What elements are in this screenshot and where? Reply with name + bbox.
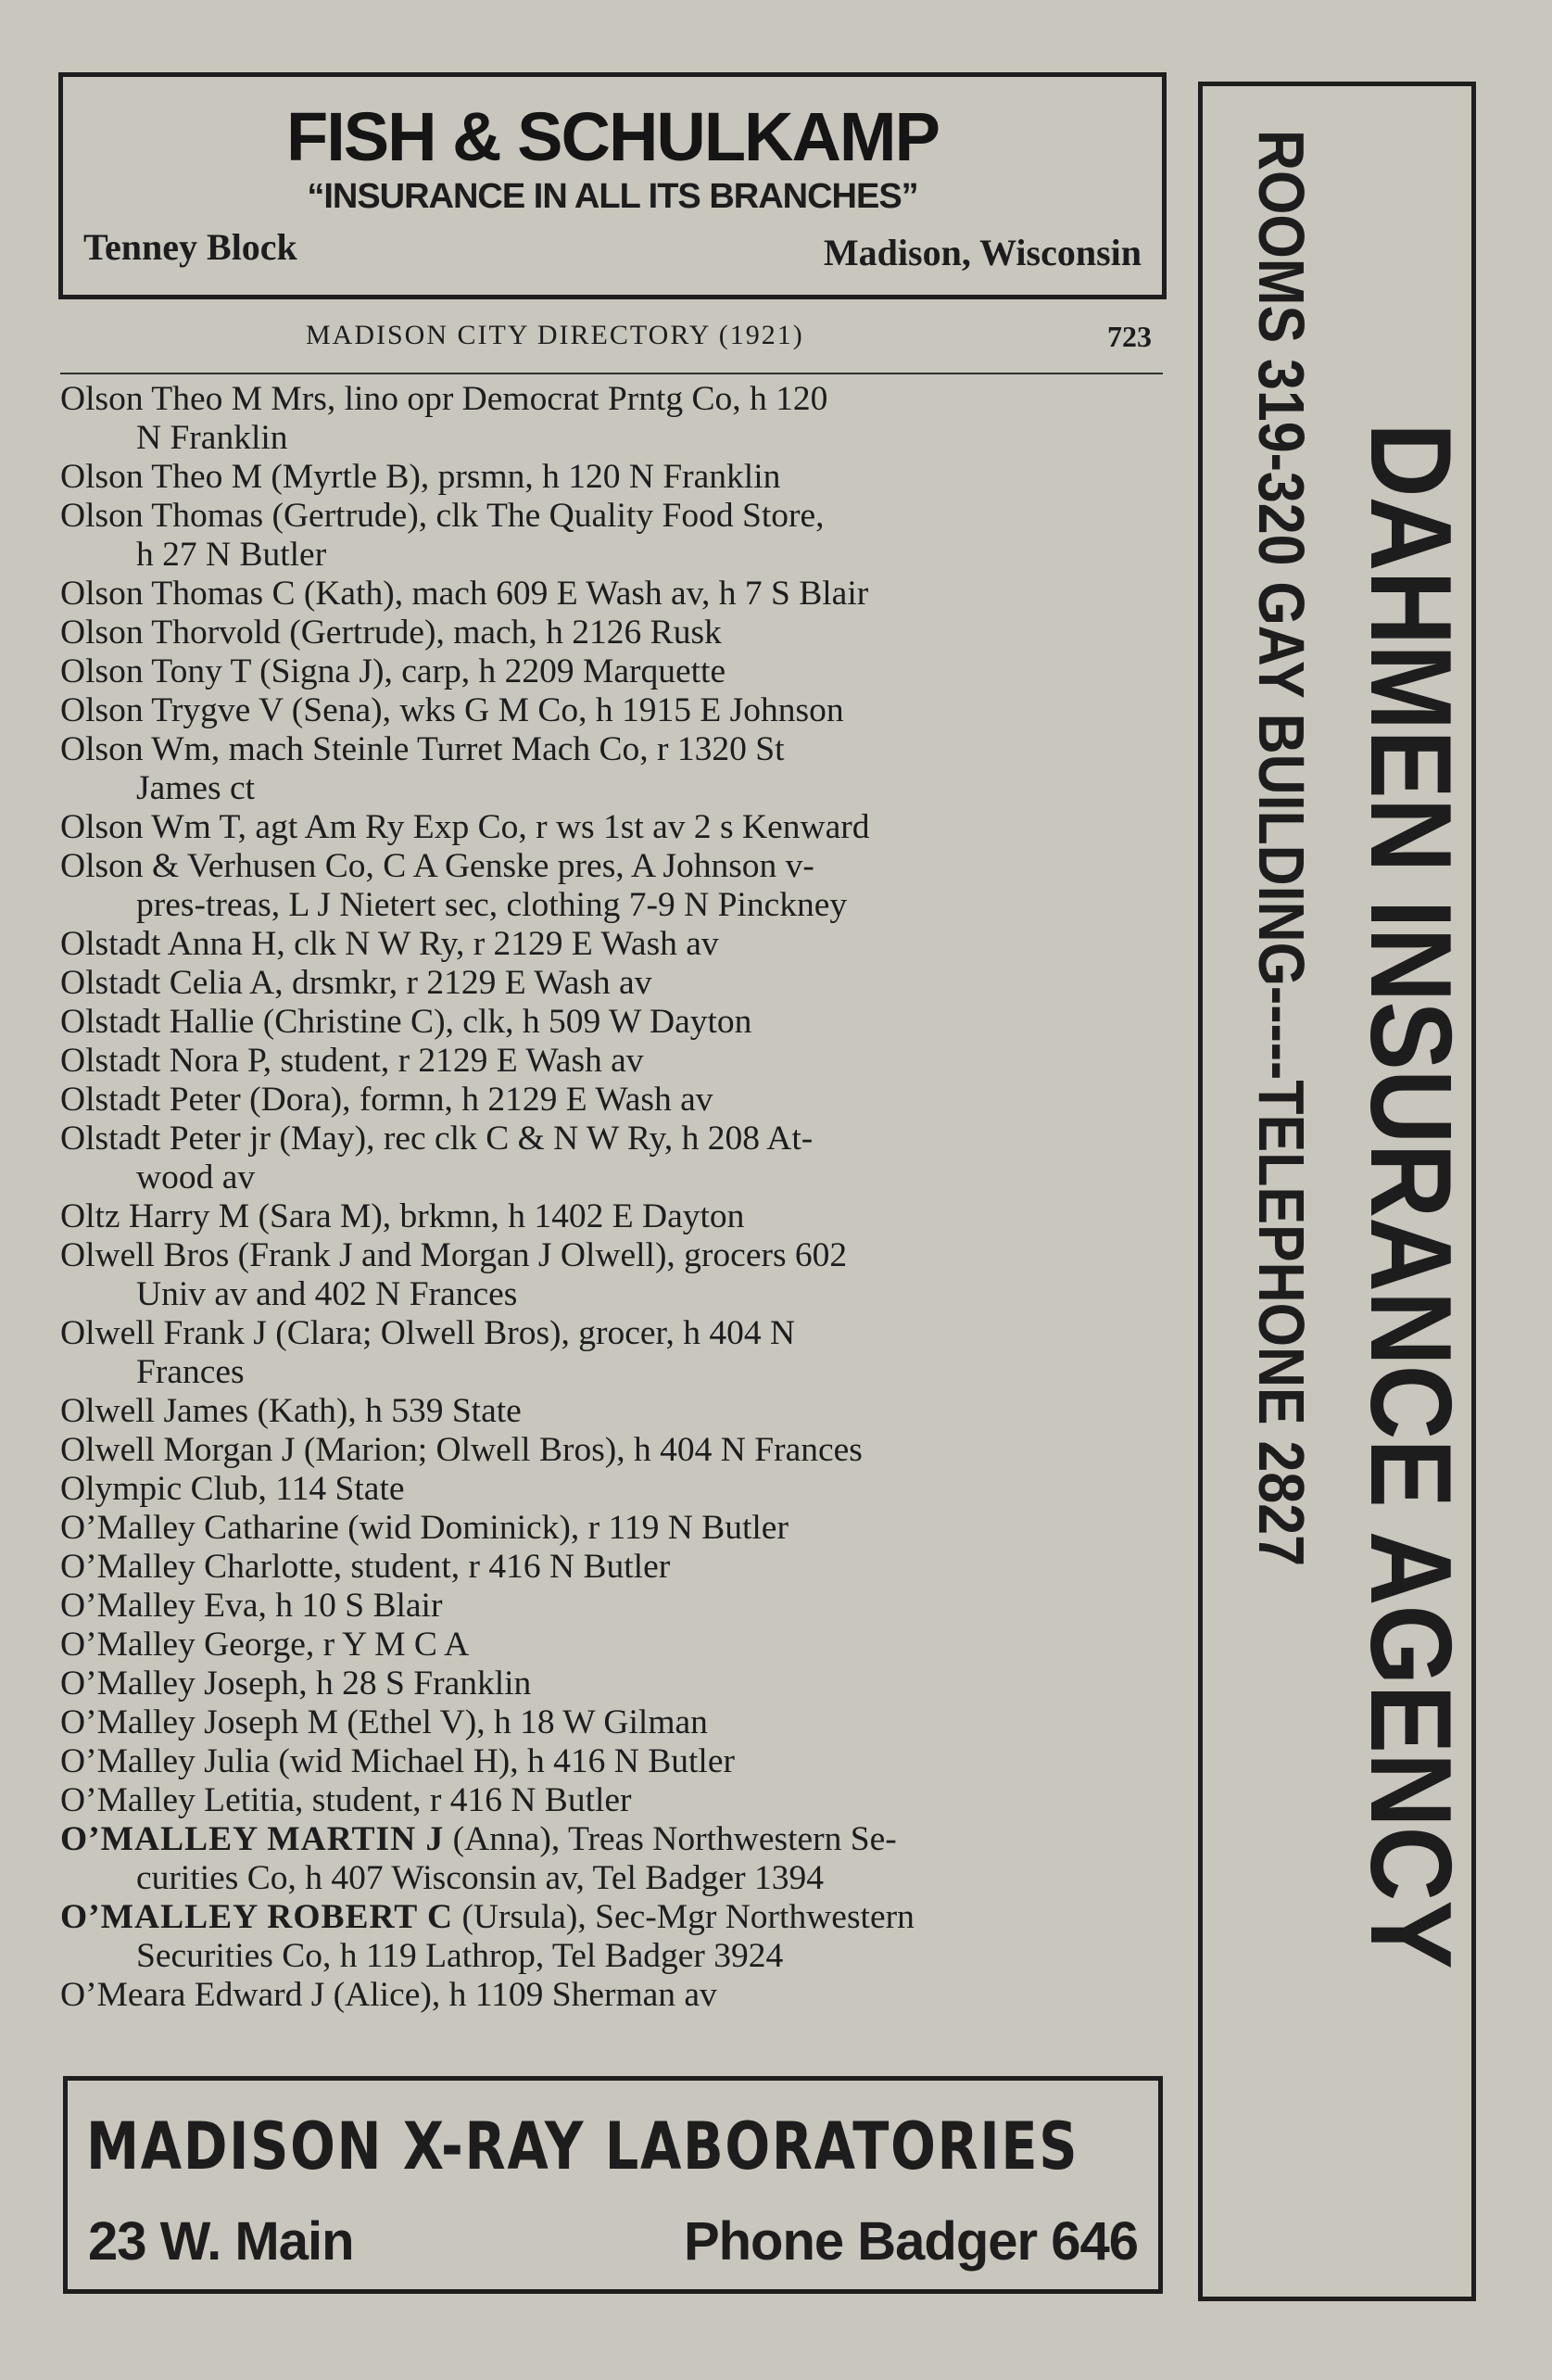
entry-text: O’Malley Catharine (wid Dominick), r 119 N Butler	[60, 1509, 789, 1547]
entry-line	[60, 925, 1166, 964]
directory-entry	[60, 1120, 1166, 1197]
entry-text: Olwell Frank J (Clara; Olwell Bros), grocer, h 404 N	[60, 1314, 796, 1352]
directory-entry	[60, 380, 1166, 458]
directory-entry	[60, 925, 1166, 964]
entry-text: Olwell James (Kath), h 539 State	[60, 1392, 522, 1430]
entry-text: Olstadt Peter (Dora), formn, h 2129 E Wash av	[60, 1081, 713, 1119]
entry-continuation: Univ av and 402 N Frances	[136, 1275, 518, 1313]
bottom-ad-phone: Phone Badger 646	[683, 2211, 1138, 2272]
directory-entry	[60, 1042, 1166, 1081]
entry-line	[60, 808, 1166, 847]
entry-line	[60, 1781, 1166, 1820]
bottom-advertisement	[63, 2076, 1163, 2294]
directory-entry	[60, 730, 1166, 808]
directory-entry	[60, 1392, 1166, 1431]
entry-text: Olstadt Celia A, drsmkr, r 2129 E Wash av	[60, 964, 652, 1002]
entry-line	[60, 847, 1166, 886]
top-ad-tagline: “INSURANCE IN ALL ITS BRANCHES”	[307, 177, 918, 216]
entry-line	[60, 1548, 1166, 1587]
directory-entry	[60, 1587, 1166, 1626]
entry-text: Olson Thomas C (Kath), mach 609 E Wash av, h 7 S Blair	[60, 575, 869, 613]
directory-entry	[60, 1976, 1166, 2015]
entry-text: Olson Wm T, agt Am Ry Exp Co, r ws 1st av 2 s Kenward	[60, 808, 870, 846]
directory-entry	[60, 691, 1166, 730]
directory-entry	[60, 1548, 1166, 1587]
directory-entry	[60, 497, 1166, 575]
side-ad-rotated-text	[1207, 111, 1476, 2280]
entry-line	[60, 1820, 1166, 1859]
entry-text: O’Malley Charlotte, student, r 416 N Butler	[60, 1548, 671, 1586]
entry-line	[60, 497, 1166, 536]
entry-line	[60, 575, 1166, 614]
entry-line	[60, 1898, 1166, 1937]
entry-text: Olson & Verhusen Co, C A Genske pres, A Johnson v-	[60, 847, 814, 885]
entry-line	[60, 1587, 1166, 1626]
directory-entry	[60, 458, 1166, 497]
entry-line	[60, 1120, 1166, 1158]
directory-entry	[60, 1314, 1166, 1392]
entry-text: (Anna), Treas Northwestern Se-	[444, 1820, 897, 1858]
entry-text: Olson Wm, mach Steinle Turret Mach Co, r 1320 St	[60, 730, 785, 768]
directory-entry	[60, 1820, 1166, 1898]
entry-text: Olson Tony T (Signa J), carp, h 2209 Marquette	[60, 652, 726, 690]
entry-line	[60, 614, 1166, 652]
directory-entry	[60, 1665, 1166, 1703]
entry-line	[60, 1665, 1166, 1703]
directory-entry	[60, 808, 1166, 847]
side-advertisement	[1198, 82, 1476, 2301]
entry-line	[60, 1626, 1166, 1665]
top-ad-location: Tenney Block	[83, 226, 297, 268]
entry-line	[60, 1003, 1166, 1042]
directory-entry	[60, 1898, 1166, 1976]
entry-text: Olson Theo M (Myrtle B), prsmn, h 120 N Franklin	[60, 458, 781, 496]
entry-line	[60, 964, 1166, 1003]
header-rule	[60, 373, 1163, 374]
directory-entry	[60, 1470, 1166, 1509]
directory-entries	[60, 380, 1166, 2015]
entry-text: O’Malley Julia (wid Michael H), h 416 N Butler	[60, 1742, 735, 1780]
entry-line	[60, 730, 1166, 769]
entry-text: Olson Thorvold (Gertrude), mach, h 2126 Rusk	[60, 614, 722, 652]
entry-line	[60, 458, 1166, 497]
entry-line	[60, 1081, 1166, 1120]
entry-continuation: wood av	[136, 1158, 256, 1196]
entry-continuation: Frances	[136, 1353, 245, 1391]
entry-text: (Ursula), Sec-Mgr Northwestern	[453, 1898, 915, 1936]
entry-line	[60, 1236, 1166, 1275]
entry-line	[60, 1042, 1166, 1081]
entry-name: O’MALLEY ROBERT C	[60, 1898, 454, 1936]
entry-text: Oltz Harry M (Sara M), brkmn, h 1402 E Dayton	[60, 1197, 745, 1235]
entry-text: Olstadt Hallie (Christine C), clk, h 509 W Dayton	[60, 1003, 752, 1041]
entry-line	[60, 1470, 1166, 1509]
entry-text: O’Malley Eva, h 10 S Blair	[60, 1587, 443, 1625]
entry-continuation: h 27 N Butler	[136, 536, 327, 574]
entry-text: O’Malley Joseph M (Ethel V), h 18 W Gilman	[60, 1703, 708, 1741]
entry-text: Olson Trygve V (Sena), wks G M Co, h 1915 E Johnson	[60, 691, 844, 729]
entry-text: O’Meara Edward J (Alice), h 1109 Sherman av	[60, 1976, 717, 2014]
directory-entry	[60, 1781, 1166, 1820]
side-ad-details: ROOMS 319-320 GAY BUILDING-----TELEPHONE 2827	[1245, 130, 1318, 1566]
entry-text: Olwell Bros (Frank J and Morgan J Olwell), grocers 602	[60, 1236, 848, 1274]
bottom-ad-company-name: MADISON X-RAY LABORATORIES	[86, 2108, 1079, 2184]
entry-line	[60, 380, 1166, 419]
directory-entry	[60, 1003, 1166, 1042]
entry-continuation: pres-treas, L J Nietert sec, clothing 7-9 N Pinckney	[136, 886, 848, 924]
entry-line	[60, 1197, 1166, 1236]
side-ad-company-name: DAHMEN INSURANCE AGENCY	[1346, 423, 1474, 1969]
entry-text: Olson Thomas (Gertrude), clk The Quality Food Store,	[60, 497, 825, 535]
directory-entry	[60, 1431, 1166, 1470]
entry-text: Olympic Club, 114 State	[60, 1470, 405, 1508]
entry-text: Olstadt Nora P, student, r 2129 E Wash av	[60, 1042, 644, 1080]
page-number: 723	[1107, 320, 1152, 353]
entry-line	[60, 1431, 1166, 1470]
directory-entry	[60, 847, 1166, 925]
directory-entry	[60, 1197, 1166, 1236]
entry-line	[60, 1742, 1166, 1781]
entry-line	[60, 652, 1166, 691]
directory-entry	[60, 1081, 1166, 1120]
running-head: MADISON CITY DIRECTORY (1921)	[306, 320, 804, 350]
entry-line	[60, 1392, 1166, 1431]
top-ad-company-name: FISH & SCHULKAMP	[286, 98, 939, 175]
entry-line	[60, 1976, 1166, 2015]
top-advertisement	[58, 72, 1167, 299]
entry-text: Olstadt Anna H, clk N W Ry, r 2129 E Wash av	[60, 925, 719, 963]
entry-text: Olson Theo M Mrs, lino opr Democrat Prntg Co, h 120	[60, 380, 828, 418]
entry-continuation: curities Co, h 407 Wisconsin av, Tel Badger 1394	[136, 1859, 824, 1897]
entry-text: O’Malley George, r Y M C A	[60, 1626, 470, 1664]
bottom-ad-address: 23 W. Main	[88, 2211, 354, 2272]
entry-text: O’Malley Joseph, h 28 S Franklin	[60, 1665, 532, 1703]
directory-entry	[60, 1626, 1166, 1665]
directory-entry	[60, 575, 1166, 614]
entry-continuation: Securities Co, h 119 Lathrop, Tel Badger 3924	[136, 1937, 784, 1975]
top-ad-city: Madison, Wisconsin	[823, 232, 1142, 273]
entry-text: O’Malley Letitia, student, r 416 N Butler	[60, 1781, 632, 1819]
directory-entry	[60, 1236, 1166, 1314]
entry-line	[60, 1703, 1166, 1742]
entry-continuation: James ct	[136, 769, 256, 807]
directory-entry	[60, 964, 1166, 1003]
directory-entry	[60, 1742, 1166, 1781]
directory-entry	[60, 1703, 1166, 1742]
directory-entry	[60, 652, 1166, 691]
directory-entry	[60, 1509, 1166, 1548]
entry-line	[60, 1314, 1166, 1353]
entry-name: O’MALLEY MARTIN J	[60, 1820, 445, 1858]
entry-text: Olstadt Peter jr (May), rec clk C & N W Ry, h 208 At-	[60, 1120, 814, 1158]
entry-line	[60, 691, 1166, 730]
entry-text: Olwell Morgan J (Marion; Olwell Bros), h 404 N Frances	[60, 1431, 863, 1469]
entry-continuation: N Franklin	[136, 419, 288, 457]
directory-entry	[60, 614, 1166, 652]
entry-line	[60, 1509, 1166, 1548]
